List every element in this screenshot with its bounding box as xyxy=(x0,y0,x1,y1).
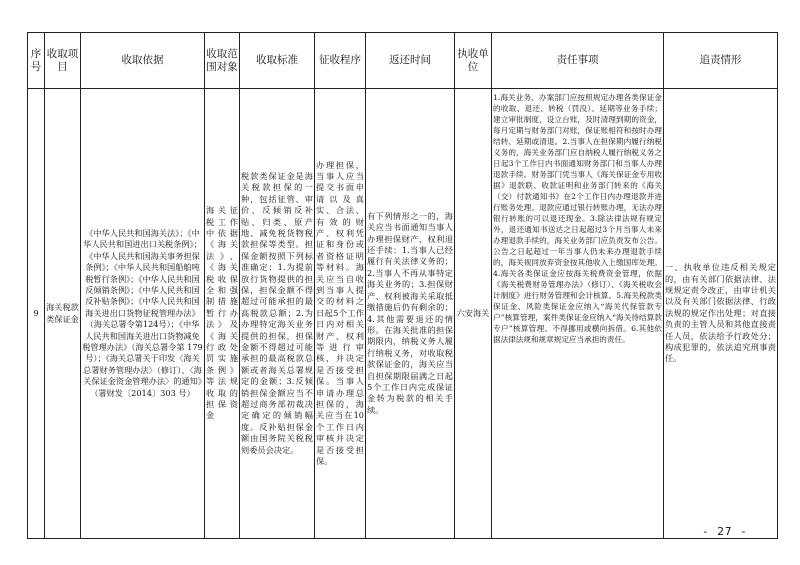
header-accountability: 追责情形 xyxy=(664,33,778,89)
header-scope: 收取范围对象 xyxy=(205,33,240,89)
cell-standard: 税款类保证金是海关税款担保的一种，包括征管、审价、反倾销反补贴、归类、原产地、减免税货物税款担保等类型。担保金额按照下列标准确定：1.为提前放行货物提供的担保，担保金额不得超过可能承担的最高税款总额；2.为办理特定海关业务提供的担保，担保金额不得超过可能承担的最高税款总额或者海关总署规定的金额；3.反倾销担保金额应当不超过商务部初裁决定确定的倾销幅度。反补贴担保金额由国务院关税税则委员会决定。 xyxy=(240,89,315,539)
cell-procedure: 办理担保，当事人应当提交书面申请以及真实、合法、有效的财产、权利凭证和身份或者资格证明等材料。海关应当自收到当事人提交的材料之日起5个工作日内对相关财产、权利等进行审核，并决定是否接受担保。当事人申请办理总担保的，海关应当在10个工作日内审核并决定是否接受担保。 xyxy=(315,89,366,539)
header-row xyxy=(28,33,778,89)
header-standard: 收取标准 xyxy=(240,33,315,89)
header-unit: 执收单位 xyxy=(455,33,492,89)
header-basis: 收取依据 xyxy=(81,33,205,89)
fee-table xyxy=(27,32,778,539)
cell-responsibility: 1.海关业务、办案部门应按照规定办理各类保证金的收取、退还、转税（罚没）、延期等业务手续；建立审批制度，设立台账，及时清理到期的资金，每月定期与财务部门对账，保证账相符和按时办理结转、延期或清退。2.当事人在担保期内履行纳税义务的，海关业务部门应自纳税人履行纳税义务之日起3个工作日内书面通知财务部门和当事人办理退款手续。财务部门凭当事人《海关保证金专用收据》退款联、收款证明和业务部门转来的《海关（交）付款通知书》在2个工作日内办理退款并进行账务处理。退款应通过银行转账办理，无法办理银行转账的可以退还现金。3.除法律法规有规定外，退还通知书送达之日起超过3个月当事人未来办理退款手续的，海关业务部门应负责发布公告。公告之日起超过一年当事人仍未来办理退款手续的，海关视同放弃资金按其他收入上缴国库处理。4.海关各类保证金应按海关税费资金管理，依据《海关税费财务管理办法》（修订）、《海关税收会计制度》进行财务管理和会计核算。5.海关税款类保证金、风险类保证金应纳入“海关代保管款专户”核算管理，案件类保证金应纳入“海关待结算款专户”核算管理。不得挪用或横向拆借。6.其他依据法律法规和规章规定应当承担的责任。 xyxy=(492,89,664,539)
fee-table-sheet xyxy=(27,32,777,539)
page-number: - 27 - xyxy=(702,525,748,538)
header-item: 收取项目 xyxy=(45,33,81,89)
cell-basis xyxy=(81,89,205,539)
cell-scope: 海关征税工作中依据《海关法》、《海关税收保全和强制措施暂行办法》及《海关行政处罚实施条例》等法规收取的担保资金 xyxy=(205,89,240,539)
table-row xyxy=(28,89,778,539)
header-procedure: 征收程序 xyxy=(315,33,366,89)
header-return-time: 返还时间 xyxy=(366,33,455,89)
basis-text: 《中华人民共和国海关法》；《中华人民共和国进出口关税条例》；《中华人民共和国海关事务担保条例》；《中华人民共和国船舶吨税暂行条例》；《中华人民共和国反倾销条例》；《中华人民共和国反补贴条例》；《中华人民共和国海关进出口货物征税管理办法》（海关总署令第124号）；《中华人民共和国海关进出口货物减免税管理办法》（海关总署令第 179号）；《海关总署关于印发〈海关总署财务管理办法〉（修订）、〈海关保证金资金管理办法〉的通知》（署财发〔2014〕303 号） xyxy=(82,227,203,398)
header-seq: 序号 xyxy=(28,33,45,89)
cell-item: 海关税款类保证金 xyxy=(45,89,81,539)
header-responsibility: 责任事项 xyxy=(492,33,664,89)
cell-seq: 9 xyxy=(28,89,45,539)
cell-accountability: 一、执收单位违反相关规定的，由有关部门依据法律、法规规定责令改正，由审计机关以及有关部门依据法律、行政法规的规定作出处理；对直接负责的主管人员和其他直接责任人员，依法给予行政处分；构成犯罪的，依法追究刑事责任。 xyxy=(664,89,778,539)
cell-unit: 六安海关 xyxy=(455,89,492,539)
cell-return-time: 有下列情形之一的，海关应当书面通知当事人办理担保财产、权利退还手续：1.当事人已经履行有关法律义务的；2.当事人不再从事特定海关业务的；3.担保财产、权利被海关采取抵缴措施后仍有剩余的；4.其他需要退还的情形。在海关批准的担保期限内，纳税义务人履行纳税义务，对收取税款保证金的，海关应当自担保期限届满之日起5个工作日内完成保证金转为税款的相关手续。 xyxy=(366,89,455,539)
